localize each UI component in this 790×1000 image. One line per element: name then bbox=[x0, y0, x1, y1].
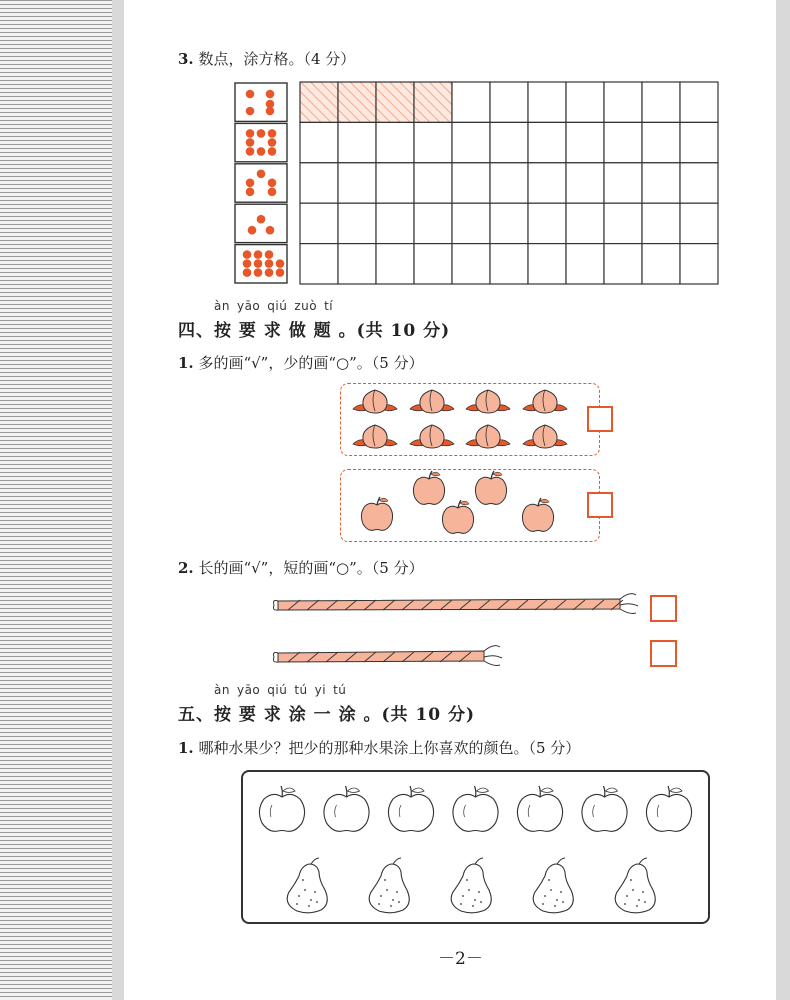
grid-cell bbox=[642, 122, 680, 162]
sec5-pinyin bbox=[214, 683, 353, 697]
grid-cell bbox=[376, 122, 414, 162]
grid-cell bbox=[300, 203, 338, 243]
die-dot bbox=[246, 179, 255, 188]
grid-cell bbox=[566, 244, 604, 284]
q4-1-number: 1. bbox=[178, 354, 194, 372]
outline-pear-icon bbox=[615, 858, 655, 913]
grid-cell bbox=[452, 203, 490, 243]
grid-cell-shaded bbox=[300, 82, 338, 122]
grid-cell bbox=[338, 122, 376, 162]
die-dot bbox=[268, 138, 277, 147]
grid-cell bbox=[566, 203, 604, 243]
q4-1-heading bbox=[178, 352, 424, 373]
dice-column bbox=[234, 82, 288, 284]
peach-icon bbox=[466, 425, 510, 448]
die-dot bbox=[246, 107, 255, 116]
peach-icon bbox=[523, 425, 567, 448]
die-dot bbox=[276, 268, 285, 277]
die-dot bbox=[265, 250, 274, 259]
outline-pear-icon bbox=[451, 858, 491, 913]
grid-cell bbox=[528, 244, 566, 284]
rope-end-left bbox=[274, 653, 279, 663]
die-dot bbox=[246, 188, 255, 197]
grid-cell bbox=[490, 122, 528, 162]
long-rope bbox=[272, 588, 642, 628]
grid-cell bbox=[376, 163, 414, 203]
grid-cell bbox=[604, 163, 642, 203]
grid-cell bbox=[338, 163, 376, 203]
q4-2-number: 2. bbox=[178, 559, 194, 577]
q3-heading bbox=[178, 48, 355, 69]
outline-apple-icon bbox=[517, 786, 562, 831]
grid-cell bbox=[642, 163, 680, 203]
grid-cell-shaded bbox=[376, 82, 414, 122]
page-edge bbox=[776, 0, 790, 1000]
grid-cell bbox=[604, 122, 642, 162]
peach-icon bbox=[353, 425, 397, 448]
grid-cell bbox=[452, 82, 490, 122]
grid-cell bbox=[300, 244, 338, 284]
die-dot bbox=[254, 250, 263, 259]
q3-number: 3. bbox=[178, 50, 194, 68]
grid-cell bbox=[338, 203, 376, 243]
apple-icon bbox=[522, 498, 553, 531]
q5-1-heading bbox=[178, 737, 580, 758]
binding-spine bbox=[0, 0, 112, 1000]
grid-cell bbox=[528, 82, 566, 122]
die-dot bbox=[254, 259, 263, 268]
grid-cell bbox=[490, 82, 528, 122]
coloring-fruits[interactable] bbox=[241, 770, 710, 924]
die-dot bbox=[268, 188, 277, 197]
grid-cell bbox=[414, 203, 452, 243]
pinyin-syllable: yāo bbox=[236, 683, 261, 697]
outline-apple-icon bbox=[388, 786, 433, 831]
die-dot bbox=[268, 129, 277, 138]
grid-cell-shaded bbox=[338, 82, 376, 122]
apple-icon bbox=[413, 471, 444, 504]
peach-icon bbox=[410, 390, 454, 413]
grid-cell bbox=[680, 244, 718, 284]
q3-text: 数点，涂方格。（4 分） bbox=[198, 50, 356, 68]
grid-cell-shaded bbox=[414, 82, 452, 122]
grid-cell bbox=[300, 163, 338, 203]
outline-pear-icon bbox=[533, 858, 573, 913]
q4-2-heading bbox=[178, 557, 424, 578]
grid-cell bbox=[604, 203, 642, 243]
q5-1-text: 哪种水果少？把少的那种水果涂上你喜欢的颜色。（5 分） bbox=[198, 739, 581, 757]
answer-box-peach[interactable] bbox=[587, 406, 613, 432]
die-dot bbox=[266, 90, 275, 99]
grid-cell bbox=[604, 82, 642, 122]
spine-shadow bbox=[112, 0, 124, 1000]
peach-icon bbox=[523, 390, 567, 413]
die-dot bbox=[254, 268, 263, 277]
q4-1-text: 多的画“√”，少的画“○”。（5 分） bbox=[198, 354, 424, 372]
grid-cell bbox=[604, 244, 642, 284]
grid-cell bbox=[680, 82, 718, 122]
die-dot bbox=[243, 259, 252, 268]
die-cell bbox=[235, 83, 287, 121]
sec4-pinyin bbox=[214, 299, 340, 313]
grid-cell bbox=[376, 203, 414, 243]
outline-pear-icon bbox=[369, 858, 409, 913]
answer-box-short-rope[interactable] bbox=[650, 640, 677, 667]
rope-body bbox=[278, 599, 620, 610]
grid-cell bbox=[452, 163, 490, 203]
grid-cell bbox=[680, 203, 718, 243]
apple-group bbox=[340, 469, 600, 542]
q4-2-text: 长的画“√”，短的画“○”。（5 分） bbox=[198, 559, 424, 577]
die-dot bbox=[257, 170, 266, 179]
die-dot bbox=[265, 268, 274, 277]
grid-cell bbox=[300, 122, 338, 162]
die-dot bbox=[257, 147, 266, 156]
answer-box-apple[interactable] bbox=[587, 492, 613, 518]
grid-cell bbox=[490, 244, 528, 284]
die-dot bbox=[246, 129, 255, 138]
outline-apple-icon bbox=[324, 786, 369, 831]
pinyin-syllable: zuò bbox=[294, 299, 318, 313]
die-dot bbox=[246, 138, 255, 147]
die-dot bbox=[266, 226, 275, 235]
sec5-title: 五、按 要 求 涂 一 涂 。(共 10 分) bbox=[178, 705, 476, 725]
grid-cell bbox=[566, 122, 604, 162]
grid-cell bbox=[528, 122, 566, 162]
outline-apple-icon bbox=[259, 786, 304, 831]
apple-icon bbox=[475, 471, 506, 504]
pinyin-syllable: yāo bbox=[236, 299, 261, 313]
grid-cell bbox=[414, 244, 452, 284]
grid-cell bbox=[680, 163, 718, 203]
die-dot bbox=[257, 129, 266, 138]
grid-cell bbox=[490, 163, 528, 203]
outline-apple-icon bbox=[646, 786, 691, 831]
die-dot bbox=[243, 250, 252, 259]
grid-cell bbox=[528, 163, 566, 203]
grid-cell bbox=[528, 203, 566, 243]
die-dot bbox=[246, 147, 255, 156]
grid-cell bbox=[566, 163, 604, 203]
outline-apple-icon bbox=[582, 786, 627, 831]
outline-pear-icon bbox=[287, 858, 327, 913]
die-dot bbox=[243, 268, 252, 277]
pinyin-syllable: qiú bbox=[267, 683, 288, 697]
answer-box-long-rope[interactable] bbox=[650, 595, 677, 622]
rope-end-left bbox=[274, 601, 279, 611]
pinyin-syllable: àn bbox=[214, 299, 230, 313]
die-dot bbox=[265, 259, 274, 268]
apple-icon bbox=[442, 500, 473, 533]
apple-icon bbox=[361, 497, 392, 530]
q5-1-number: 1. bbox=[178, 739, 194, 757]
rope-end-right bbox=[620, 594, 638, 614]
coloring-grid[interactable] bbox=[300, 82, 718, 284]
die-dot bbox=[246, 90, 255, 99]
short-rope bbox=[272, 640, 504, 672]
peach-icon bbox=[410, 425, 454, 448]
grid-cell bbox=[642, 82, 680, 122]
page-number: －2－ bbox=[438, 949, 483, 969]
pinyin-syllable: tí bbox=[324, 299, 334, 313]
sec4-title: 四、按 要 求 做 题 。(共 10 分) bbox=[178, 321, 451, 341]
grid-cell bbox=[490, 203, 528, 243]
grid-cell bbox=[566, 82, 604, 122]
pinyin-syllable: yi bbox=[314, 683, 327, 697]
peach-group bbox=[340, 383, 600, 456]
grid-cell bbox=[642, 203, 680, 243]
grid-cell bbox=[642, 244, 680, 284]
pinyin-syllable: àn bbox=[214, 683, 230, 697]
die-dot bbox=[276, 259, 285, 268]
peach-icon bbox=[466, 390, 510, 413]
pinyin-syllable: qiú bbox=[267, 299, 288, 313]
die-dot bbox=[248, 226, 257, 235]
grid-cell bbox=[338, 244, 376, 284]
die-dot bbox=[268, 179, 277, 188]
grid-cell bbox=[376, 244, 414, 284]
grid-cell bbox=[452, 122, 490, 162]
die-dot bbox=[266, 107, 275, 116]
rope-end-right bbox=[484, 646, 502, 666]
pinyin-syllable: tú bbox=[294, 683, 308, 697]
peach-icon bbox=[353, 390, 397, 413]
grid-cell bbox=[414, 122, 452, 162]
grid-cell bbox=[452, 244, 490, 284]
grid-cell bbox=[680, 122, 718, 162]
outline-apple-icon bbox=[453, 786, 498, 831]
die-dot bbox=[257, 215, 266, 224]
pinyin-syllable: tú bbox=[333, 683, 347, 697]
die-dot bbox=[268, 147, 277, 156]
grid-cell bbox=[414, 163, 452, 203]
